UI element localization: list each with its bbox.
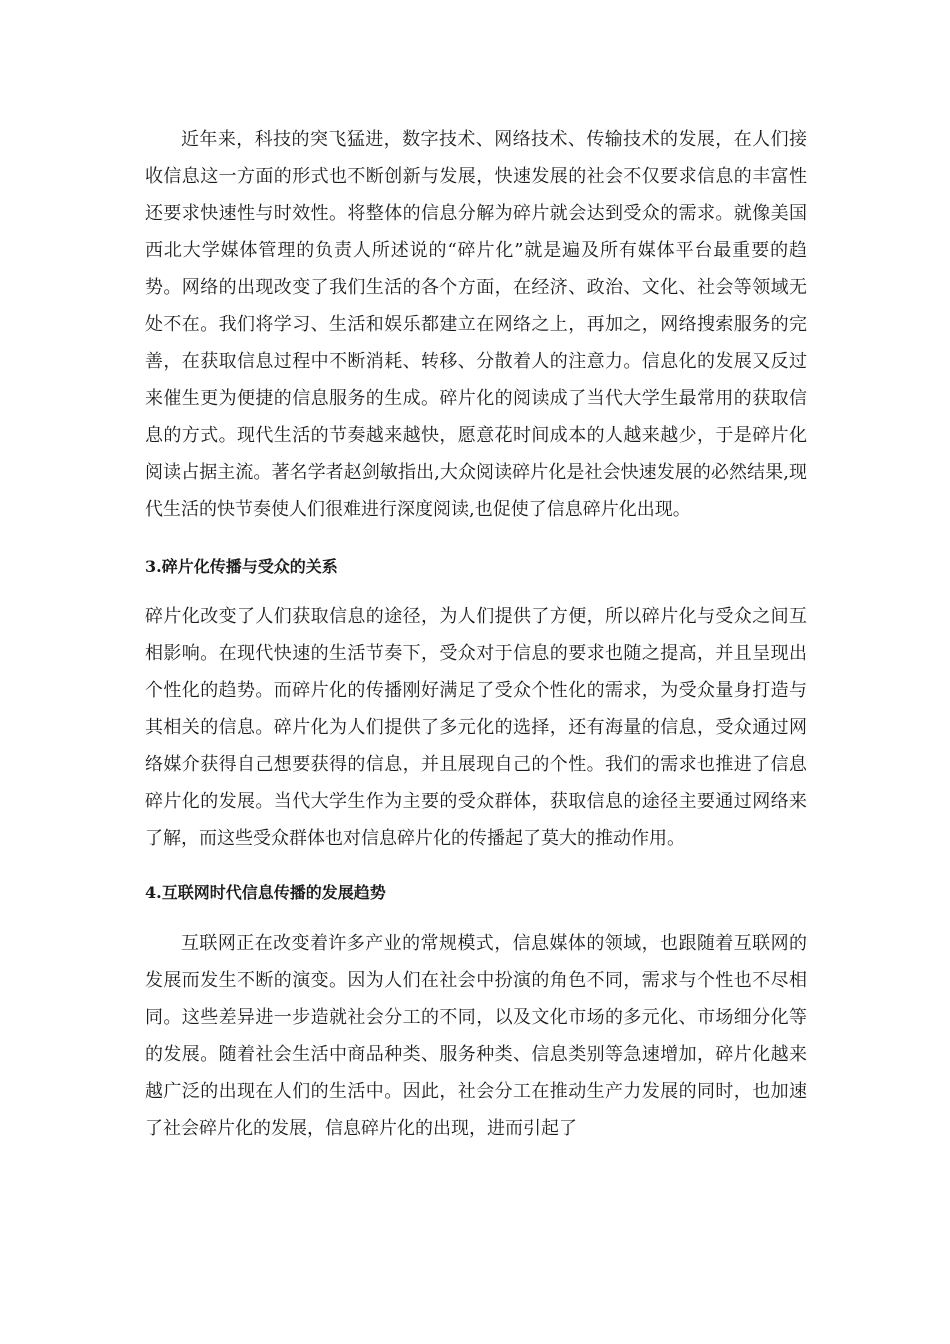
document-body xyxy=(145,121,807,1147)
body-paragraph-section-3: 碎片化改变了人们获取信息的途径，为人们提供了方便，所以碎片化与受众之间互相影响。在现代快速的生活节奏下，受众对于信息的要求也随之提高，并且呈现出个性化的趋势。而碎片化的传播刚好满足了受众个性化的需求，为受众量身打造与其相关的信息。碎片化为人们提供了多元化的选择，还有海量的信息，受众通过网络媒介获得自己想要获得的信息，并且展现自己的个性。我们的需求也推进了信息碎片化的发展。当代大学生作为主要的受众群体，获取信息的途径主要通过网络来了解，而这些受众群体也对信息碎片化的传播起了莫大的推动作用。 xyxy=(145,606,807,849)
body-paragraph-section-4: 互联网正在改变着许多产业的常规模式，信息媒体的领域，也跟随着互联网的发展而发生不断的演变。因为人们在社会中扮演的角色不同，需求与个性也不尽相同。这些差异进一步造就社会分工的不同，以及文化市场的多元化、市场细分化等的发展。随着社会生活中商品种类、服务种类、信息类别等急速增加，碎片化越来越广泛的出现在人们的生活中。因此，社会分工在推动生产力发展的同时，也加速了社会碎片化的发展，信息碎片化的出现，进而引起了 xyxy=(145,933,807,1139)
section-heading-3: 3.碎片化传播与受众的关系 xyxy=(145,557,338,576)
section-heading-4: 4.互联网时代信息传播的发展趋势 xyxy=(145,883,386,902)
body-paragraph-intro: 近年来，科技的突飞猛进，数字技术、网络技术、传输技术的发展，在人们接收信息这一方面的形式也不断创新与发展，快速发展的社会不仅要求信息的丰富性还要求快速性与时效性。将整体的信息分解为碎片就会达到受众的需求。就像美国西北大学媒体管理的负责人所述说的“碎片化”就是遍及所有媒体平台最重要的趋势。网络的出现改变了我们生活的各个方面，在经济、政治、文化、社会等领域无处不在。我们将学习、生活和娱乐都建立在网络之上，再加之，网络搜索服务的完善，在获取信息过程中不断消耗、转移、分散着人的注意力。信息化的发展又反过来催生更为便捷的信息服务的生成。碎片化的阅读成了当代大学生最常用的获取信息的方式。现代生活的节奏越来越快，愿意花时间成本的人越来越少，于是碎片化阅读占据主流。著名学者赵剑敏指出,大众阅读碎片化是社会快速发展的必然结果,现代生活的快节奏使人们很难进行深度阅读,也促使了信息碎片化出现。 xyxy=(145,129,807,520)
